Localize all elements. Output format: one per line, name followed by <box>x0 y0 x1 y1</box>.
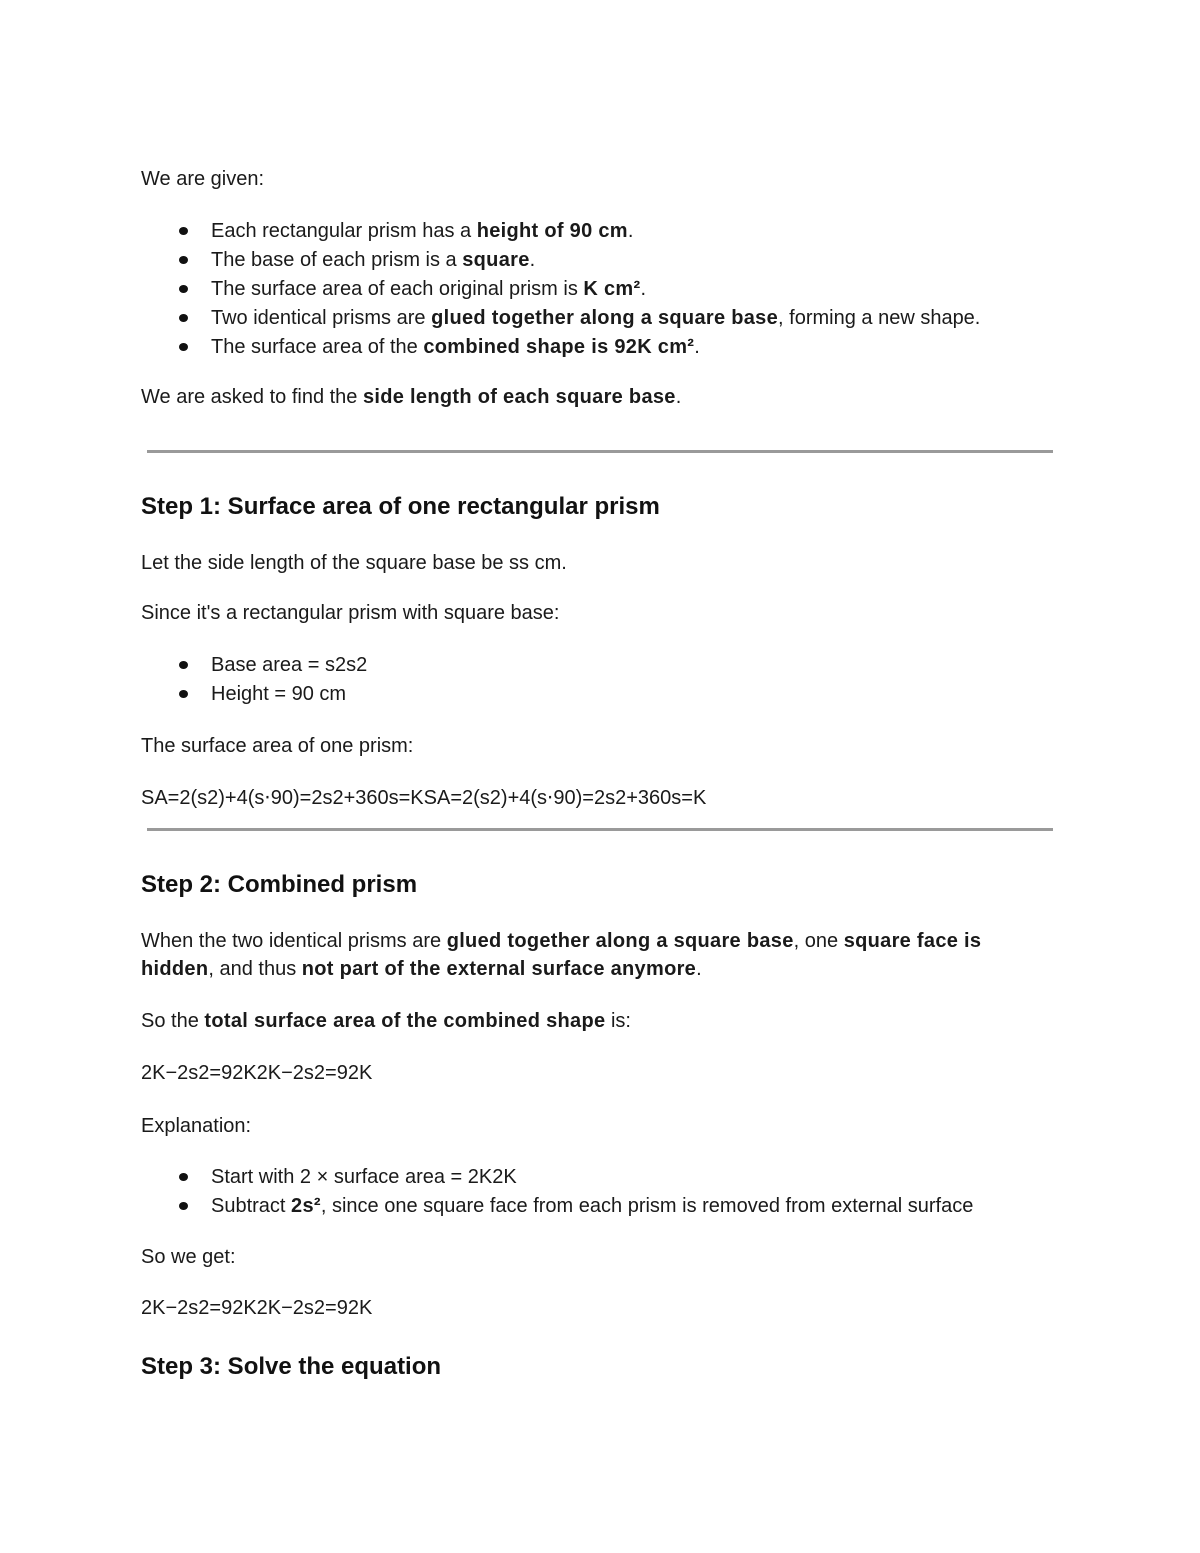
list-item: Start with 2 × surface area = 2K2K <box>141 1165 973 1194</box>
list-item: Subtract 2s², since one square face from each prism is removed from external surface <box>141 1194 973 1223</box>
list-item: Two identical prisms are glued together along a square base, forming a new shape. <box>141 306 980 335</box>
list-item: Base area = s2s2 <box>141 653 367 682</box>
list-item: The base of each prism is a square. <box>141 248 980 277</box>
since-text: Since it's a rectangular prism with square base: <box>141 602 560 624</box>
step1-heading: Step 1: Surface area of one rectangular prism <box>141 493 660 520</box>
list-item: The surface area of the combined shape is 92K cm². <box>141 335 980 364</box>
step3-heading: Step 3: Solve the equation <box>141 1353 442 1380</box>
combined-equation: 2K−2s2=92K2K−2s2=92K <box>141 1062 373 1084</box>
list-item: The surface area of each original prism is K cm². <box>141 277 980 306</box>
let-side-text: Let the side length of the square base be ss cm. <box>141 552 567 574</box>
list-item: Each rectangular prism has a height of 90 cm. <box>141 219 980 248</box>
list-item: Height = 90 cm <box>141 682 367 711</box>
explanation-list <box>141 1165 973 1223</box>
section-divider <box>147 450 1053 453</box>
given-label: We are given: <box>141 168 265 190</box>
explanation-label: Explanation: <box>141 1115 252 1137</box>
combined-equation-repeat: 2K−2s2=92K2K−2s2=92K <box>141 1297 373 1319</box>
sa-formula: SA=2(s2)+4(s⋅90)=2s2+360s=KSA=2(s2)+4(s⋅90)=2s2+360s=K <box>141 787 707 809</box>
when-paragraph: When the two identical prisms are glued together along a square base, one square face is hidden, and thus not part of the external surface anymore. <box>141 930 982 980</box>
step2-heading: Step 2: Combined prism <box>141 871 418 898</box>
asked-sentence: We are asked to find the side length of each square base. <box>141 386 682 408</box>
given-list <box>141 219 980 364</box>
sa-label: The surface area of one prism: <box>141 735 414 757</box>
so-we-get-text: So we get: <box>141 1246 236 1268</box>
step1-list <box>141 653 367 711</box>
so-the-text: So the total surface area of the combined shape is: <box>141 1010 631 1032</box>
section-divider <box>147 828 1053 831</box>
